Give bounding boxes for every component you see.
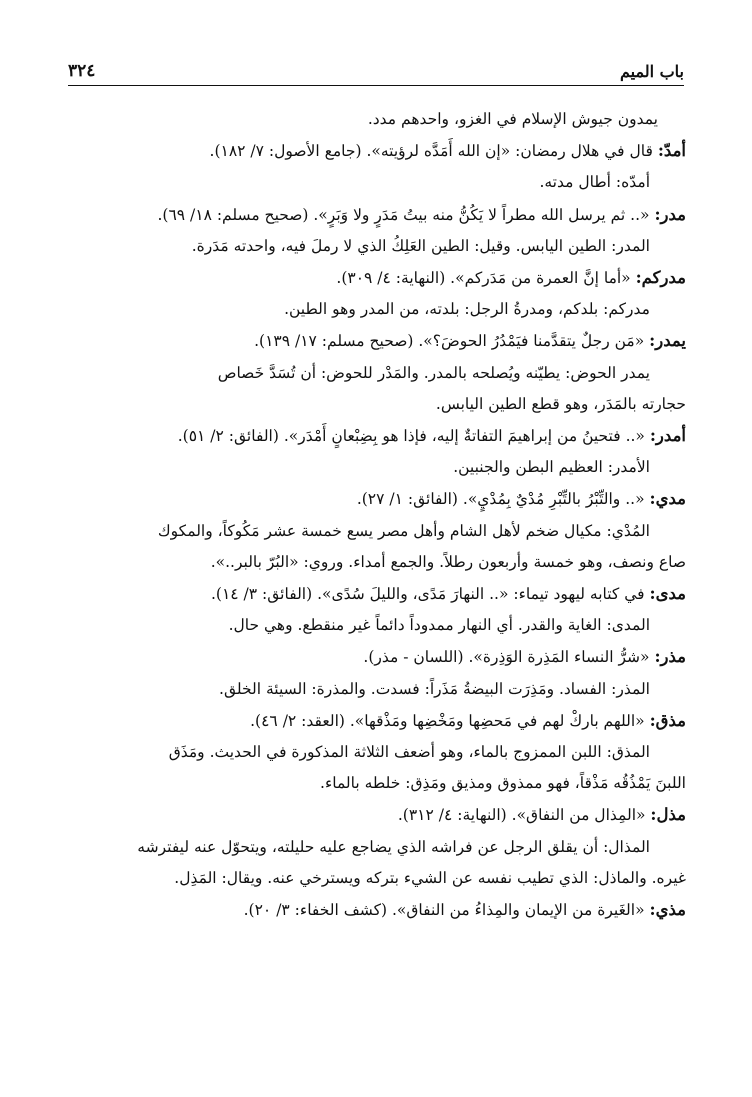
entry-line: مذل: «المِذال من النفاق». (النهاية: ٤/ ٣١٢). xyxy=(397,805,686,825)
headword: مذق: xyxy=(649,710,686,730)
entry-line: مدى: في كتابه ليهود تيماء: «.. النهارَ مَدًى، والليلَ سُدًى». (الفائق: ٣/ ١٤). xyxy=(210,584,686,604)
text-line: مدركم: بلدكم، ومدرةُ الرجل: بلدته، من المدر وهو الطين. xyxy=(284,300,650,319)
entry-line: مدر: «.. ثم يرسل الله مطراً لا يَكُنُّ منه بيتُ مَدَرٍ ولا وَبَرٍ». (صحيح مسلم: ١٨/ ٦٩). xyxy=(157,204,686,224)
entry-line: مدركم: «أما إنَّ العمرة من مَدَركم». (النهاية: ٤/ ٣٠٩). xyxy=(336,268,686,288)
text-line: حجارته بالمَدَر، وهو قطع الطين اليابس. xyxy=(435,394,686,413)
text-line: يمدر الحوض: يطيّنه ويُصلحه بالمدر. والمَدْر للحوض: أن تُسَدَّ خَصاص xyxy=(217,363,650,382)
text-line: المذال: أن يقلق الرجل عن فراشه الذي يضاجع عليه حليلته، ويتحوّل عنه ليفترشه xyxy=(137,837,650,856)
headword: مدر: xyxy=(654,204,686,224)
text-line: المدر: الطين اليابس. وقيل: الطين العَلِكُ الذي لا رملَ فيه، واحدته مَدَرة. xyxy=(191,236,650,255)
page-header xyxy=(68,52,684,86)
entry-line: مذق: «اللهم باركْ لهم في مَحضِها ومَخْضِها ومَذْقها». (العقد: ٢/ ٤٦). xyxy=(250,710,686,730)
text-line: غيره. والماذل: الذي تطيب نفسه عن الشيء بتركه ويسترخي عنه. ويقال: المَذِل. xyxy=(174,868,686,887)
page-body xyxy=(64,104,686,926)
headword: أمدر: xyxy=(649,426,686,446)
entry-line: أمدر: «.. فتحينُ من إبراهيمَ التفاتةٌ إليه، فإذا هو بِضِبْعانٍ أَمْدَر». (الفائق: ٢/ ٥١). xyxy=(177,426,686,446)
text-line: صاع ونصف، وهو خمسة وأربعون رطلاً. والجمع أمداء. وروي: «البُرّ بالبر..». xyxy=(210,552,686,571)
headword: مذل: xyxy=(650,805,686,825)
entry-line: يمدر: «مَن رجلٌ يتقدَّمنا فيَمْدُرُ الحوضَ؟». (صحيح مسلم: ١٧/ ١٣٩). xyxy=(254,331,686,351)
page-number: ٣٢٤ xyxy=(68,61,96,81)
headword: مذي: xyxy=(649,900,686,920)
entry-line: أمدّ: قال في هلال رمضان: «إن الله أَمَدَّه لرؤيته». (جامع الأصول: ٧/ ١٨٢). xyxy=(209,141,686,161)
chapter-title: باب الميم xyxy=(619,62,684,81)
text-line: المدى: الغاية والقدر. أي النهار ممدوداً دائماً غير منقطع. وهي حال. xyxy=(228,616,650,635)
entry-line: مذي: «الغَيرة من الإيمان والمِذاءُ من النفاق». (كشف الخفاء: ٣/ ٢٠). xyxy=(243,900,686,920)
headword: مدى: xyxy=(649,584,686,604)
text-line: اللبنَ يَمْذُقُه مَذْقاً، فهو ممذوق ومذيق ومَذِق: خلطه بالماء. xyxy=(320,774,686,793)
text-line: المُدْي: مكيال ضخم لأهل الشام وأهل مصر يسع خمسة عشر مَكُوكاً، والمكوك xyxy=(157,521,650,540)
entry-line: مذر: «شرُّ النساء المَذِرة الوَذِرة». (اللسان - مذر). xyxy=(363,647,686,667)
text-line: أمدّه: أطال مدته. xyxy=(539,173,650,192)
text-line: يمدون جيوش الإسلام في الغزو، واحدهم مدد. xyxy=(367,110,658,128)
headword: مدركم: xyxy=(635,268,686,288)
text-line: المذر: الفساد. ومَذِرَت البيضةُ مَذَراً: فسدت. والمذرة: السيئة الخلق. xyxy=(219,679,650,698)
entry-line: مدي: «.. والتِّبْرُ بالتِّبْرِ مُدْيٌ بِمُدْيٍ». (الفائق: ١/ ٢٧). xyxy=(356,489,686,509)
headword: أمدّ: xyxy=(657,141,686,161)
headword: مذر: xyxy=(654,647,686,667)
headword: يمدر: xyxy=(649,331,686,351)
text-line: المذق: اللبن الممزوج بالماء، وهو أضعف الثلاثة المذكورة في الحديث. ومَذَق xyxy=(168,743,650,762)
text-line: الأمدر: العظيم البطن والجنبين. xyxy=(453,458,650,477)
headword: مدي: xyxy=(649,489,686,509)
